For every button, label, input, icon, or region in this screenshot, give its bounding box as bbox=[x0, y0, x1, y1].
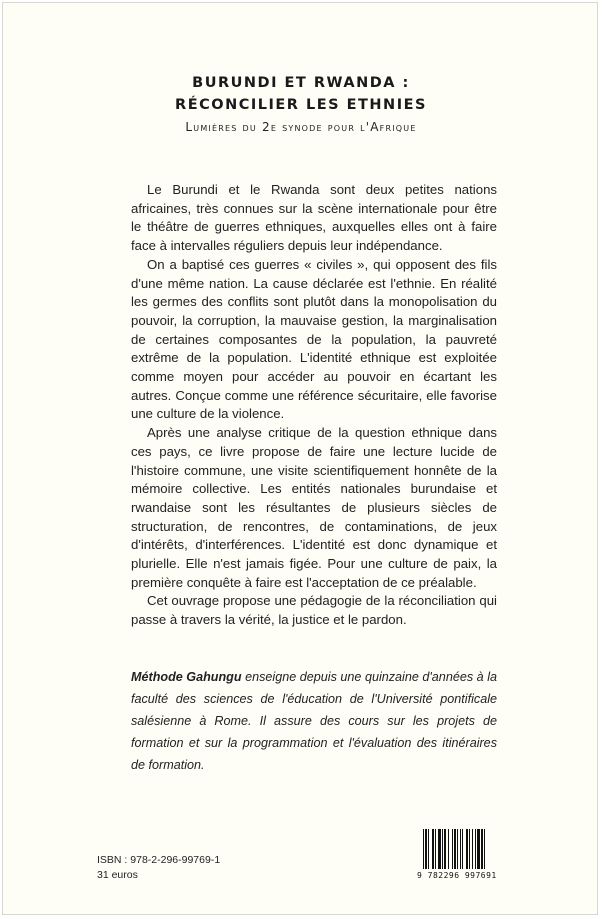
text-column bbox=[131, 181, 497, 776]
book-title-line1: BURUNDI ET RWANDA : bbox=[192, 75, 410, 91]
blurb-paragraph: Après une analyse critique de la question ethnique dans ces pays, ce livre propose de faire une lecture lucide de l'histoire commune, une visite scientifiquement honnête de la mémoire collective. Les entités nationales burundaise et rwandaise sont les résultantes de plusieurs siècles de structuration, de rencontres, de contaminations, de jeux d'intérêts, d'interférences. L'identité est donc dynamique et plurielle. Elle n'est jamais figée. Pour une culture de paix, la première conquête à faire est l'acceptation de ce préalable. bbox=[131, 425, 497, 590]
barcode bbox=[423, 829, 511, 869]
barcode-bar bbox=[485, 829, 486, 869]
isbn: ISBN : 978-2-296-99769-1 bbox=[97, 854, 221, 866]
book-subtitle: Lumières du 2e synode pour l'Afrique bbox=[185, 120, 417, 134]
blurb-paragraph: On a baptisé ces guerres « civiles », qui opposent des fils d'une même nation. La cause déclarée est l'ethnie. En réalité les germes des conflits sont plutôt dans la monopolisation du pouvoir, la corruption, la mauvaise gestion, la marginalisation de certaines composantes de la population, la pauvreté extrême de la population. L'identité ethnique est exploitée comme moyen pour accéder au pouvoir en écartant les autres. Conçue comme une référence sécuritaire, elle favorise une culture de la violence. bbox=[131, 256, 497, 422]
author-bio bbox=[131, 666, 497, 776]
isbn-block bbox=[97, 853, 220, 883]
book-title-line2: RÉCONCILIER LES ETHNIES bbox=[175, 97, 427, 113]
price: 31 euros bbox=[97, 869, 138, 881]
blurb-paragraph: Cet ouvrage propose une pédagogie de la réconciliation qui passe à travers la vérité, la justice et le pardon. bbox=[131, 593, 497, 628]
barcode-number: 9 782296 997691 bbox=[417, 871, 497, 880]
author-name: Méthode Gahungu bbox=[131, 669, 242, 684]
blurb-paragraph: Le Burundi et le Rwanda sont deux petites nations africaines, très connues sur la scène internationale pour être le théâtre de guerres ethniques, auxquelles elles ont à faire face à intervalles réguliers depuis leur indépendance. bbox=[131, 182, 497, 254]
blurb bbox=[131, 181, 497, 630]
back-cover bbox=[2, 2, 598, 915]
author-bio-text: enseigne depuis une quinzaine d'années à la faculté des sciences de l'éducation de l'Université pontificale salésienne à Rome. Il assure des cours sur les projets de formation et sur la programmation et l'évaluation des itinéraires de formation. bbox=[131, 669, 497, 772]
